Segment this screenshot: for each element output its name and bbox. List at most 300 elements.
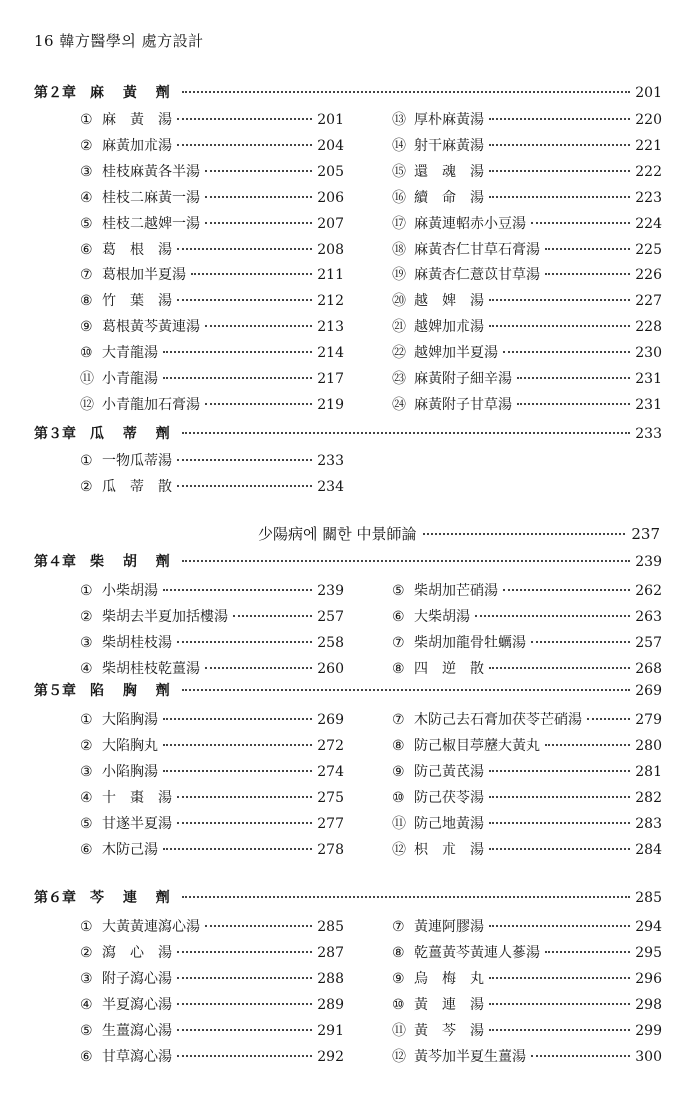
entry-name: 乾薑黃芩黃連人蔘湯 (414, 944, 540, 961)
entry-page: 274 (317, 763, 344, 780)
entry-page: 231 (635, 371, 662, 387)
toc-entry (392, 162, 662, 182)
entry-number: ⑳ (392, 293, 406, 310)
chapter-label (34, 681, 179, 701)
entry-page: 221 (635, 137, 662, 154)
entry-page: 287 (317, 944, 344, 961)
entry-number: ③ (80, 163, 93, 180)
toc-entry (392, 395, 662, 415)
entry-label (80, 995, 174, 1015)
leader-dots (423, 533, 626, 535)
toc-entry (80, 343, 344, 363)
chapter-heading (34, 681, 662, 701)
entry-name: 半夏瀉心湯 (102, 996, 172, 1013)
toc-entry (392, 317, 662, 337)
entry-name: 防己黃芪湯 (414, 763, 484, 780)
toc-entry (392, 762, 662, 782)
entry-number: ② (80, 137, 93, 154)
entry-name: 防己茯苓湯 (414, 789, 484, 806)
entry-name: 木防己去石膏加茯苓芒硝湯 (414, 712, 582, 728)
entry-name: 生薑瀉心湯 (102, 1022, 172, 1039)
section-title: 少陽病에 關한 中景師論 (258, 525, 417, 543)
entry-page: 224 (635, 215, 662, 232)
leader-dots (182, 896, 631, 898)
toc-entry (80, 995, 344, 1015)
leader-dots (531, 222, 630, 224)
leader-dots (182, 560, 631, 562)
entry-name: 厚朴麻黃湯 (414, 112, 484, 128)
entry-label (392, 214, 528, 234)
leader-dots (489, 925, 630, 927)
entry-page: 262 (635, 583, 662, 599)
entry-number: ① (80, 583, 93, 599)
leader-dots (545, 273, 630, 275)
entry-page: 225 (635, 241, 662, 258)
entry-number: ⑥ (392, 608, 405, 625)
entry-name: 麻黃附子甘草湯 (414, 396, 512, 413)
entry-name: 葛 根 湯 (102, 241, 172, 258)
leader-dots (163, 377, 312, 379)
chapter-heading (34, 424, 662, 444)
entry-label (80, 788, 174, 808)
entry-label (392, 188, 486, 208)
entry-name: 越 婢 湯 (414, 293, 484, 310)
leader-dots (177, 144, 312, 146)
toc-entry (392, 943, 662, 963)
chapter-label (34, 552, 179, 572)
leader-dots (177, 796, 312, 798)
entry-number: ② (80, 608, 93, 625)
entry-number: ④ (80, 789, 93, 806)
leader-dots (489, 796, 630, 798)
toc-entry (392, 214, 662, 234)
entry-name: 柴胡桂枝乾薑湯 (102, 660, 200, 677)
entry-label (80, 214, 202, 234)
entry-name: 小青龍湯 (102, 371, 158, 387)
entry-label (80, 369, 160, 389)
leader-dots (545, 951, 630, 953)
entry-name: 射干麻黃湯 (414, 137, 484, 154)
entry-label (80, 136, 174, 156)
toc-entry (392, 1021, 662, 1041)
entry-name: 瓜 蒂 散 (102, 478, 172, 495)
toc-entry (392, 814, 662, 834)
entry-label (80, 317, 202, 337)
chapter-label (34, 424, 179, 444)
entry-label (80, 917, 202, 937)
entry-name: 麻黃加朮湯 (102, 137, 172, 154)
toc-entry (392, 633, 662, 653)
entry-label (392, 395, 514, 415)
toc-entry (80, 917, 344, 937)
leader-dots (489, 144, 630, 146)
chapter-number: 第３章 (34, 426, 76, 442)
entry-label (80, 240, 174, 260)
leader-dots (517, 377, 630, 379)
entry-page: 214 (317, 345, 344, 362)
entry-number: ④ (80, 996, 93, 1013)
toc-entry (392, 291, 662, 311)
entry-page: 226 (635, 267, 662, 284)
toc-entry (392, 969, 662, 989)
entry-name: 麻黃杏仁甘草石膏湯 (414, 241, 540, 258)
entry-number: ⑫ (80, 396, 94, 413)
entry-page: 268 (635, 660, 662, 677)
entry-label (392, 1021, 486, 1041)
chapter-heading (34, 83, 662, 103)
entry-label (392, 659, 486, 679)
entry-name: 防己椒目葶藶大黃丸 (414, 737, 540, 754)
leader-dots (205, 170, 312, 172)
chapter-number: 第６章 (34, 890, 76, 906)
leader-dots (177, 1003, 312, 1005)
toc-entry (392, 788, 662, 808)
entry-name: 大黃黃連瀉心湯 (102, 919, 200, 935)
toc-entry (392, 136, 662, 156)
entry-label (392, 1047, 528, 1067)
entry-number: ⑥ (80, 1048, 93, 1065)
toc-entry (80, 840, 344, 860)
entry-page: 211 (317, 267, 344, 284)
leader-dots (177, 822, 312, 824)
entry-label (392, 317, 486, 337)
entry-page: 298 (635, 996, 662, 1013)
entry-label (392, 736, 542, 756)
leader-dots (489, 325, 630, 327)
entry-name: 大柴胡湯 (414, 608, 470, 625)
toc-entry (80, 317, 344, 337)
entry-number: ⑪ (392, 815, 406, 832)
entry-page: 204 (317, 137, 344, 154)
entry-label (392, 291, 486, 311)
entry-label (80, 343, 160, 363)
toc-entry (80, 162, 344, 182)
entry-label (80, 710, 160, 730)
leader-dots (163, 718, 312, 720)
entry-number: ⑰ (392, 215, 406, 232)
chapter-page: 239 (635, 554, 662, 570)
leader-dots (177, 485, 312, 487)
toc-entry (392, 110, 662, 130)
entry-number: ⑤ (80, 215, 93, 232)
entry-page: 288 (317, 970, 344, 987)
entry-number: ⑥ (80, 841, 93, 858)
toc-entry (392, 265, 662, 285)
toc-entry (392, 1047, 662, 1067)
entry-label (392, 369, 514, 389)
toc-entry (80, 943, 344, 963)
entry-page: 257 (635, 634, 662, 651)
leader-dots (503, 589, 630, 591)
entry-name: 桂枝麻黃各半湯 (102, 163, 200, 180)
entry-label (392, 265, 542, 285)
entry-name: 四 逆 散 (414, 660, 484, 677)
leader-dots (489, 667, 630, 669)
entry-label (392, 110, 486, 130)
entry-name: 還 魂 湯 (414, 163, 484, 180)
toc-entry (392, 188, 662, 208)
leader-dots (489, 977, 630, 979)
entry-label (392, 840, 486, 860)
entry-page: 208 (317, 241, 344, 258)
entry-name: 柴胡加龍骨牡蠣湯 (414, 634, 526, 651)
entry-label (80, 762, 160, 782)
entry-name: 竹 葉 湯 (102, 293, 172, 310)
entry-name: 防己地黃湯 (414, 815, 484, 832)
leader-dots (177, 1055, 312, 1057)
entry-number: ⑬ (392, 112, 406, 128)
entry-number: ⑫ (392, 841, 406, 858)
toc-entry (80, 451, 344, 471)
entry-page: 277 (317, 815, 344, 832)
entry-label (392, 814, 486, 834)
leader-dots (587, 718, 630, 720)
entry-label (80, 477, 174, 497)
entry-number: ⑯ (392, 189, 406, 206)
toc-entry (80, 265, 344, 285)
toc-entry (392, 240, 662, 260)
entry-name: 大陷胸丸 (102, 737, 158, 754)
chapter-title: 陷 胸 劑 (90, 683, 177, 699)
chapter-page: 285 (635, 890, 662, 906)
entry-page: 275 (317, 789, 344, 806)
entry-name: 桂枝二麻黃一湯 (102, 189, 200, 206)
entry-number: ⑧ (392, 944, 405, 961)
toc-entry (392, 343, 662, 363)
entry-label (80, 659, 202, 679)
chapter-title: 柴 胡 劑 (90, 554, 177, 570)
entry-name: 續 命 湯 (414, 189, 484, 206)
entry-number: ③ (80, 763, 93, 780)
entry-page: 292 (317, 1048, 344, 1065)
entry-label (392, 607, 472, 627)
entry-name: 桂枝二越婢一湯 (102, 215, 200, 232)
entry-name: 黃連阿膠湯 (414, 919, 484, 935)
leader-dots (205, 325, 312, 327)
leader-dots (489, 848, 630, 850)
entry-number: ⑧ (80, 293, 93, 310)
leader-dots (182, 432, 631, 434)
toc-entry (80, 736, 344, 756)
leader-dots (489, 822, 630, 824)
leader-dots (489, 1003, 630, 1005)
chapter-title: 芩 連 劑 (90, 890, 177, 906)
entry-label (392, 343, 500, 363)
entry-number: ⑪ (80, 371, 94, 387)
toc-entry (80, 1047, 344, 1067)
toc-entry (80, 633, 344, 653)
leader-dots (205, 403, 312, 405)
toc-entry (392, 369, 662, 389)
entry-label (80, 969, 174, 989)
leader-dots (177, 977, 312, 979)
entry-label (392, 633, 528, 653)
leader-dots (489, 770, 630, 772)
toc-entry (392, 736, 662, 756)
leader-dots (177, 248, 312, 250)
entry-number: ⑩ (392, 789, 405, 806)
toc-entry (392, 840, 662, 860)
leader-dots (177, 118, 312, 120)
leader-dots (489, 196, 630, 198)
chapter-page: 201 (635, 85, 662, 101)
entry-name: 麻 黃 湯 (102, 112, 172, 128)
entry-name: 十 棗 湯 (102, 789, 172, 806)
toc-entry (80, 369, 344, 389)
toc-entry (80, 240, 344, 260)
toc-entry (80, 969, 344, 989)
entry-number: ① (80, 112, 93, 128)
entry-name: 麻黃連軺赤小豆湯 (414, 215, 526, 232)
toc-entry (392, 917, 662, 937)
entry-page: 227 (635, 293, 662, 310)
leader-dots (163, 848, 312, 850)
chapter-number: 第４章 (34, 554, 76, 570)
entry-name: 柴胡桂枝湯 (102, 634, 172, 651)
entry-page: 282 (635, 789, 662, 806)
entry-label (80, 581, 160, 601)
entry-number: ⑤ (392, 583, 405, 599)
entry-number: ⑥ (80, 241, 93, 258)
leader-dots (177, 951, 312, 953)
entry-number: ⑭ (392, 137, 406, 154)
page-number: 16 (34, 32, 55, 50)
toc-entry (80, 291, 344, 311)
entry-page: 220 (635, 112, 662, 128)
entry-name: 葛根黃芩黃連湯 (102, 319, 200, 336)
entry-name: 柴胡去半夏加括樓湯 (102, 608, 228, 625)
entry-label (392, 240, 542, 260)
entry-label (80, 110, 174, 130)
leader-dots (163, 351, 312, 353)
leader-dots (182, 689, 631, 691)
leader-dots (489, 299, 630, 301)
entry-number: ⑩ (80, 345, 93, 362)
entry-page: 233 (317, 453, 344, 469)
chapter-heading (34, 552, 662, 572)
chapter-label (34, 888, 179, 908)
leader-dots (489, 118, 630, 120)
entry-page: 239 (317, 583, 344, 599)
entry-page: 300 (635, 1048, 662, 1065)
entry-number: ⑤ (80, 1022, 93, 1039)
entry-label (80, 840, 160, 860)
entry-name: 越婢加半夏湯 (414, 345, 498, 362)
toc-entry (80, 110, 344, 130)
entry-name: 大陷胸湯 (102, 712, 158, 728)
leader-dots (233, 615, 312, 617)
entry-page: 217 (317, 371, 344, 387)
toc-entry (80, 136, 344, 156)
entry-page: 294 (635, 919, 662, 935)
entry-number: ⑪ (392, 1022, 406, 1039)
entry-label (80, 162, 202, 182)
entry-number: ② (80, 478, 93, 495)
entry-page: 228 (635, 319, 662, 336)
leader-dots (503, 351, 630, 353)
leader-dots (531, 641, 630, 643)
entry-name: 黃 芩 湯 (414, 1022, 484, 1039)
entry-number: ① (80, 453, 93, 469)
entry-name: 小陷胸湯 (102, 763, 158, 780)
chapter-page: 233 (635, 426, 662, 442)
toc-entry (80, 581, 344, 601)
entry-page: 291 (317, 1022, 344, 1039)
entry-label (392, 917, 486, 937)
toc-entry (80, 788, 344, 808)
entry-name: 小柴胡湯 (102, 583, 158, 599)
entry-label (80, 395, 202, 415)
chapter-heading (34, 888, 662, 908)
section-heading (258, 523, 660, 545)
entry-number: ⑮ (392, 163, 406, 180)
entry-page: 278 (317, 841, 344, 858)
entry-number: ⑨ (392, 763, 405, 780)
leader-dots (475, 615, 630, 617)
leader-dots (489, 170, 630, 172)
entry-name: 瀉 心 湯 (102, 944, 172, 961)
entry-name: 枳 朮 湯 (414, 841, 484, 858)
leader-dots (205, 667, 312, 669)
toc-entry (80, 395, 344, 415)
entry-label (80, 451, 174, 471)
entry-label (392, 969, 486, 989)
leader-dots (163, 589, 312, 591)
entry-name: 黃芩加半夏生薑湯 (414, 1048, 526, 1065)
entry-page: 223 (635, 189, 662, 206)
chapter-title: 麻 黃 劑 (90, 85, 177, 101)
leader-dots (531, 1055, 630, 1057)
entry-number: ㉒ (392, 345, 406, 362)
entry-name: 越婢加朮湯 (414, 319, 484, 336)
entry-number: ⑦ (392, 634, 405, 651)
entry-page: 260 (317, 660, 344, 677)
entry-page: 285 (317, 919, 344, 935)
entry-number: ① (80, 712, 93, 728)
leader-dots (517, 403, 630, 405)
entry-page: 272 (317, 737, 344, 754)
entry-name: 麻黃附子細辛湯 (414, 371, 512, 387)
leader-dots (163, 770, 312, 772)
entry-number: ⑦ (392, 919, 405, 935)
leader-dots (177, 641, 312, 643)
leader-dots (205, 196, 312, 198)
toc-entry (80, 214, 344, 234)
toc-entry (80, 1021, 344, 1041)
leader-dots (545, 248, 630, 250)
toc-entry (80, 477, 344, 497)
chapter-page: 269 (635, 683, 662, 699)
chapter-number: 第５章 (34, 683, 76, 699)
toc-entry (80, 607, 344, 627)
entry-name: 柴胡加芒硝湯 (414, 583, 498, 599)
entry-page: 263 (635, 608, 662, 625)
leader-dots (191, 273, 312, 275)
entry-name: 甘草瀉心湯 (102, 1048, 172, 1065)
entry-page: 289 (317, 996, 344, 1013)
leader-dots (177, 299, 312, 301)
entry-label (80, 1021, 174, 1041)
entry-label (80, 814, 174, 834)
entry-page: 279 (635, 712, 662, 728)
entry-page: 234 (317, 478, 344, 495)
entry-number: ⑱ (392, 241, 406, 258)
entry-label (392, 788, 486, 808)
entry-page: 280 (635, 737, 662, 754)
entry-number: ⑧ (392, 737, 405, 754)
entry-number: ④ (80, 189, 93, 206)
entry-number: ④ (80, 660, 93, 677)
